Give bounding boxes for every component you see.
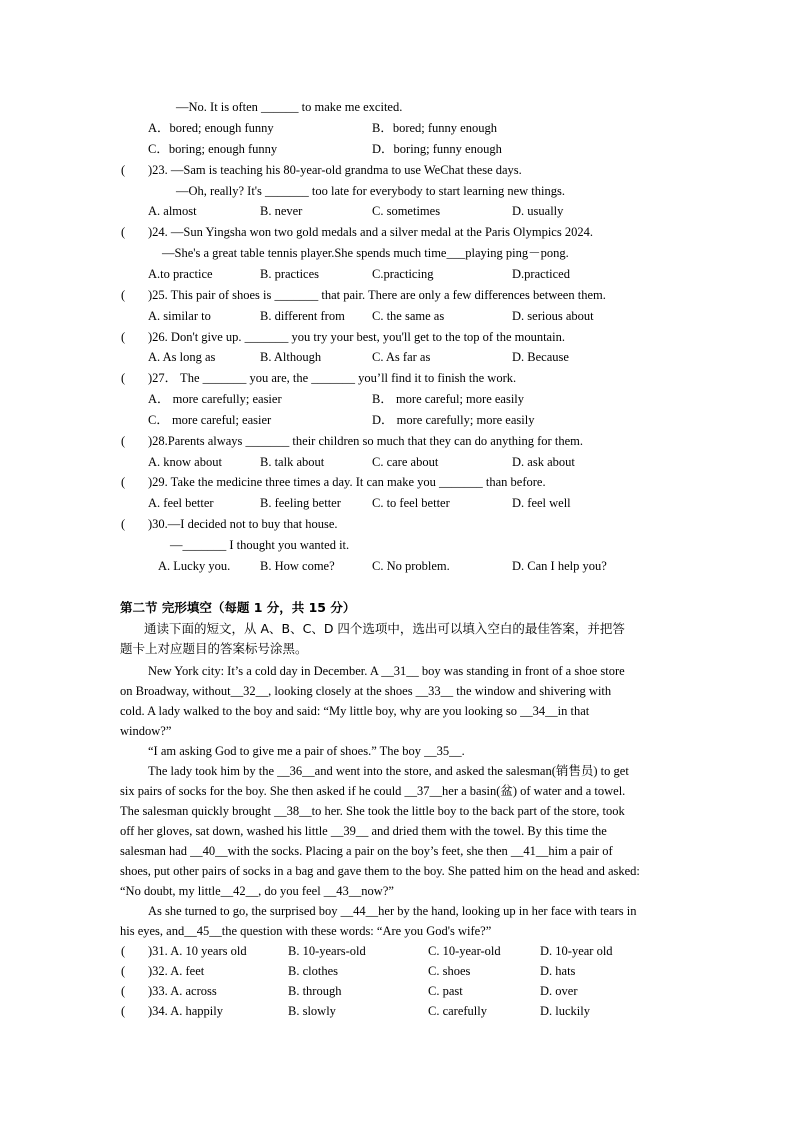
q22-line: —No. It is often ______ to make me excited. <box>176 100 403 114</box>
passage-line: New York city: It’s a cold day in December. A __31__ boy was standing in front of a shoe store <box>148 664 625 678</box>
answer-paren: ( <box>121 984 126 998</box>
passage-line: As she turned to go, the surprised boy __44__her by the hand, looking up in her face with tears in <box>148 904 637 918</box>
q28-stem: )28.Parents always _______ their children so much that they can do anything for them. <box>148 434 583 448</box>
q23-stem: )23. —Sam is teaching his 80-year-old grandma to use WeChat these days. <box>148 163 522 177</box>
q25-option-d: D. serious about <box>512 309 594 323</box>
q26-option-c: C. As far as <box>372 350 431 364</box>
q27-stem: )27． The _______ you are, the _______ you’ll find it to finish the work. <box>148 371 517 385</box>
q27-option-c: C． more careful; easier <box>148 413 272 427</box>
passage-line: window?” <box>120 724 172 738</box>
q25-stem: )25. This pair of shoes is _______ that pair. There are only a few differences between them. <box>148 288 606 302</box>
q26-option-a: A. As long as <box>148 350 216 364</box>
q22-option-c: C．boring; enough funny <box>148 142 278 156</box>
answer-paren: ( <box>121 475 126 489</box>
q24-option-d: D.practiced <box>512 267 570 281</box>
q29-option-b: B. feeling better <box>260 496 341 510</box>
section-instructions: 通读下面的短文，从 A、B、C、D 四个选项中，选出可以填入空白的最佳答案，并把答 <box>144 621 625 636</box>
q24-stem-2: —She's a great table tennis player.She spends much time___playing ping－pong. <box>162 246 569 260</box>
q29-stem: )29. Take the medicine three times a day. It can make you _______ than before. <box>148 475 546 489</box>
passage-line: six pairs of socks for the boy. She then asked if he could __37__her a basin(盆) of water and a towel. <box>120 784 626 798</box>
answer-paren: ( <box>121 163 126 177</box>
q30-option-a: A. Lucky you. <box>158 559 231 573</box>
q27-option-d: D． more carefully; more easily <box>372 413 535 427</box>
q27-option-a: A． more carefully; easier <box>148 392 282 406</box>
q33-option-b: B. through <box>288 984 342 998</box>
q24-option-b: B. practices <box>260 267 320 281</box>
answer-paren: ( <box>121 225 126 239</box>
q22-option-d: D．boring; funny enough <box>372 142 502 156</box>
q27-option-b: B． more careful; more easily <box>372 392 525 406</box>
q34-stem: )34. A. happily <box>148 1004 223 1018</box>
q28-option-b: B. talk about <box>260 455 325 469</box>
passage-line: cold. A lady walked to the boy and said: “My little boy, why are you looking so __34__in that <box>120 704 590 718</box>
answer-paren: ( <box>121 288 126 302</box>
section-instructions-2: 题卡上对应题目的答案标号涂黑。 <box>120 641 308 656</box>
passage-line: The salesman quickly brought __38__to her. She took the little boy to the back part of the store, took <box>120 804 625 818</box>
q25-option-b: B. different from <box>260 309 345 323</box>
q34-option-d: D. luckily <box>540 1004 590 1018</box>
q34-option-b: B. slowly <box>288 1004 336 1018</box>
q23-stem-2: —Oh, really? It's _______ too late for everybody to start learning new things. <box>176 184 565 198</box>
q31-option-d: D. 10-year old <box>540 944 613 958</box>
q32-option-d: D. hats <box>540 964 576 978</box>
q26-option-b: B. Although <box>260 350 322 364</box>
q33-option-c: C. past <box>428 984 463 998</box>
q24-option-a: A.to practice <box>148 267 213 281</box>
passage-line: “No doubt, my little__42__, do you feel __43__now?” <box>120 884 394 898</box>
passage-line: on Broadway, without__32__, looking closely at the shoes __33__ the window and shivering with <box>120 684 612 698</box>
q30-stem: )30.—I decided not to buy that house. <box>148 517 338 531</box>
q25-option-a: A. similar to <box>148 309 211 323</box>
q29-option-c: C. to feel better <box>372 496 450 510</box>
q23-option-a: A. almost <box>148 204 197 218</box>
q30-option-b: B. How come? <box>260 559 335 573</box>
q31-stem: )31. A. 10 years old <box>148 944 247 958</box>
q30-option-d: D. Can I help you? <box>512 559 607 573</box>
passage-line: off her gloves, sat down, washed his little __39__ and dried them with the towel. By this time the <box>120 824 607 838</box>
answer-paren: ( <box>121 517 126 531</box>
q26-option-d: D. Because <box>512 350 569 364</box>
answer-paren: ( <box>121 1004 126 1018</box>
q29-option-a: A. feel better <box>148 496 214 510</box>
q33-stem: )33. A. across <box>148 984 217 998</box>
q24-stem: )24. —Sun Yingsha won two gold medals and a silver medal at the Paris Olympics 2024. <box>148 225 593 239</box>
q29-option-d: D. feel well <box>512 496 571 510</box>
q23-option-b: B. never <box>260 204 303 218</box>
q32-option-b: B. clothes <box>288 964 338 978</box>
answer-paren: ( <box>121 434 126 448</box>
q32-option-c: C. shoes <box>428 964 471 978</box>
q32-stem: )32. A. feet <box>148 964 205 978</box>
q24-option-c: C.practicing <box>372 267 434 281</box>
q23-option-d: D. usually <box>512 204 564 218</box>
answer-paren: ( <box>121 964 126 978</box>
q26-stem: )26. Don't give up. _______ you try your best, you'll get to the top of the mountain. <box>148 330 565 344</box>
answer-paren: ( <box>121 944 126 958</box>
q25-option-c: C. the same as <box>372 309 445 323</box>
answer-paren: ( <box>121 371 126 385</box>
q22-option-a: A．bored; enough funny <box>148 121 274 135</box>
q22-option-b: B．bored; funny enough <box>372 121 497 135</box>
q23-option-c: C. sometimes <box>372 204 441 218</box>
q28-option-c: C. care about <box>372 455 439 469</box>
q33-option-d: D. over <box>540 984 578 998</box>
q31-option-b: B. 10-years-old <box>288 944 366 958</box>
q28-option-d: D. ask about <box>512 455 575 469</box>
q34-option-c: C. carefully <box>428 1004 488 1018</box>
q30-stem-2: —_______ I thought you wanted it. <box>170 538 350 552</box>
q31-option-c: C. 10-year-old <box>428 944 501 958</box>
passage-line: salesman had __40__with the socks. Placing a pair on the boy’s feet, she then __41__him a pair of <box>120 844 613 858</box>
q30-option-c: C. No problem. <box>372 559 450 573</box>
passage-line: shoes, put other pairs of socks in a bag and gave them to the boy. She patted him on the head and asked: <box>120 864 640 878</box>
passage-line: his eyes, and__45__the question with these words: “Are you God's wife?” <box>120 924 492 938</box>
passage-line: “I am asking God to give me a pair of shoes.” The boy __35__. <box>148 744 465 758</box>
section-title: 第二节 完形填空（每题 1 分，共 15 分） <box>120 600 356 615</box>
passage-line: The lady took him by the __36__and went into the store, and asked the salesman(销售员) to get <box>148 764 629 778</box>
q28-option-a: A. know about <box>148 455 222 469</box>
answer-paren: ( <box>121 330 126 344</box>
